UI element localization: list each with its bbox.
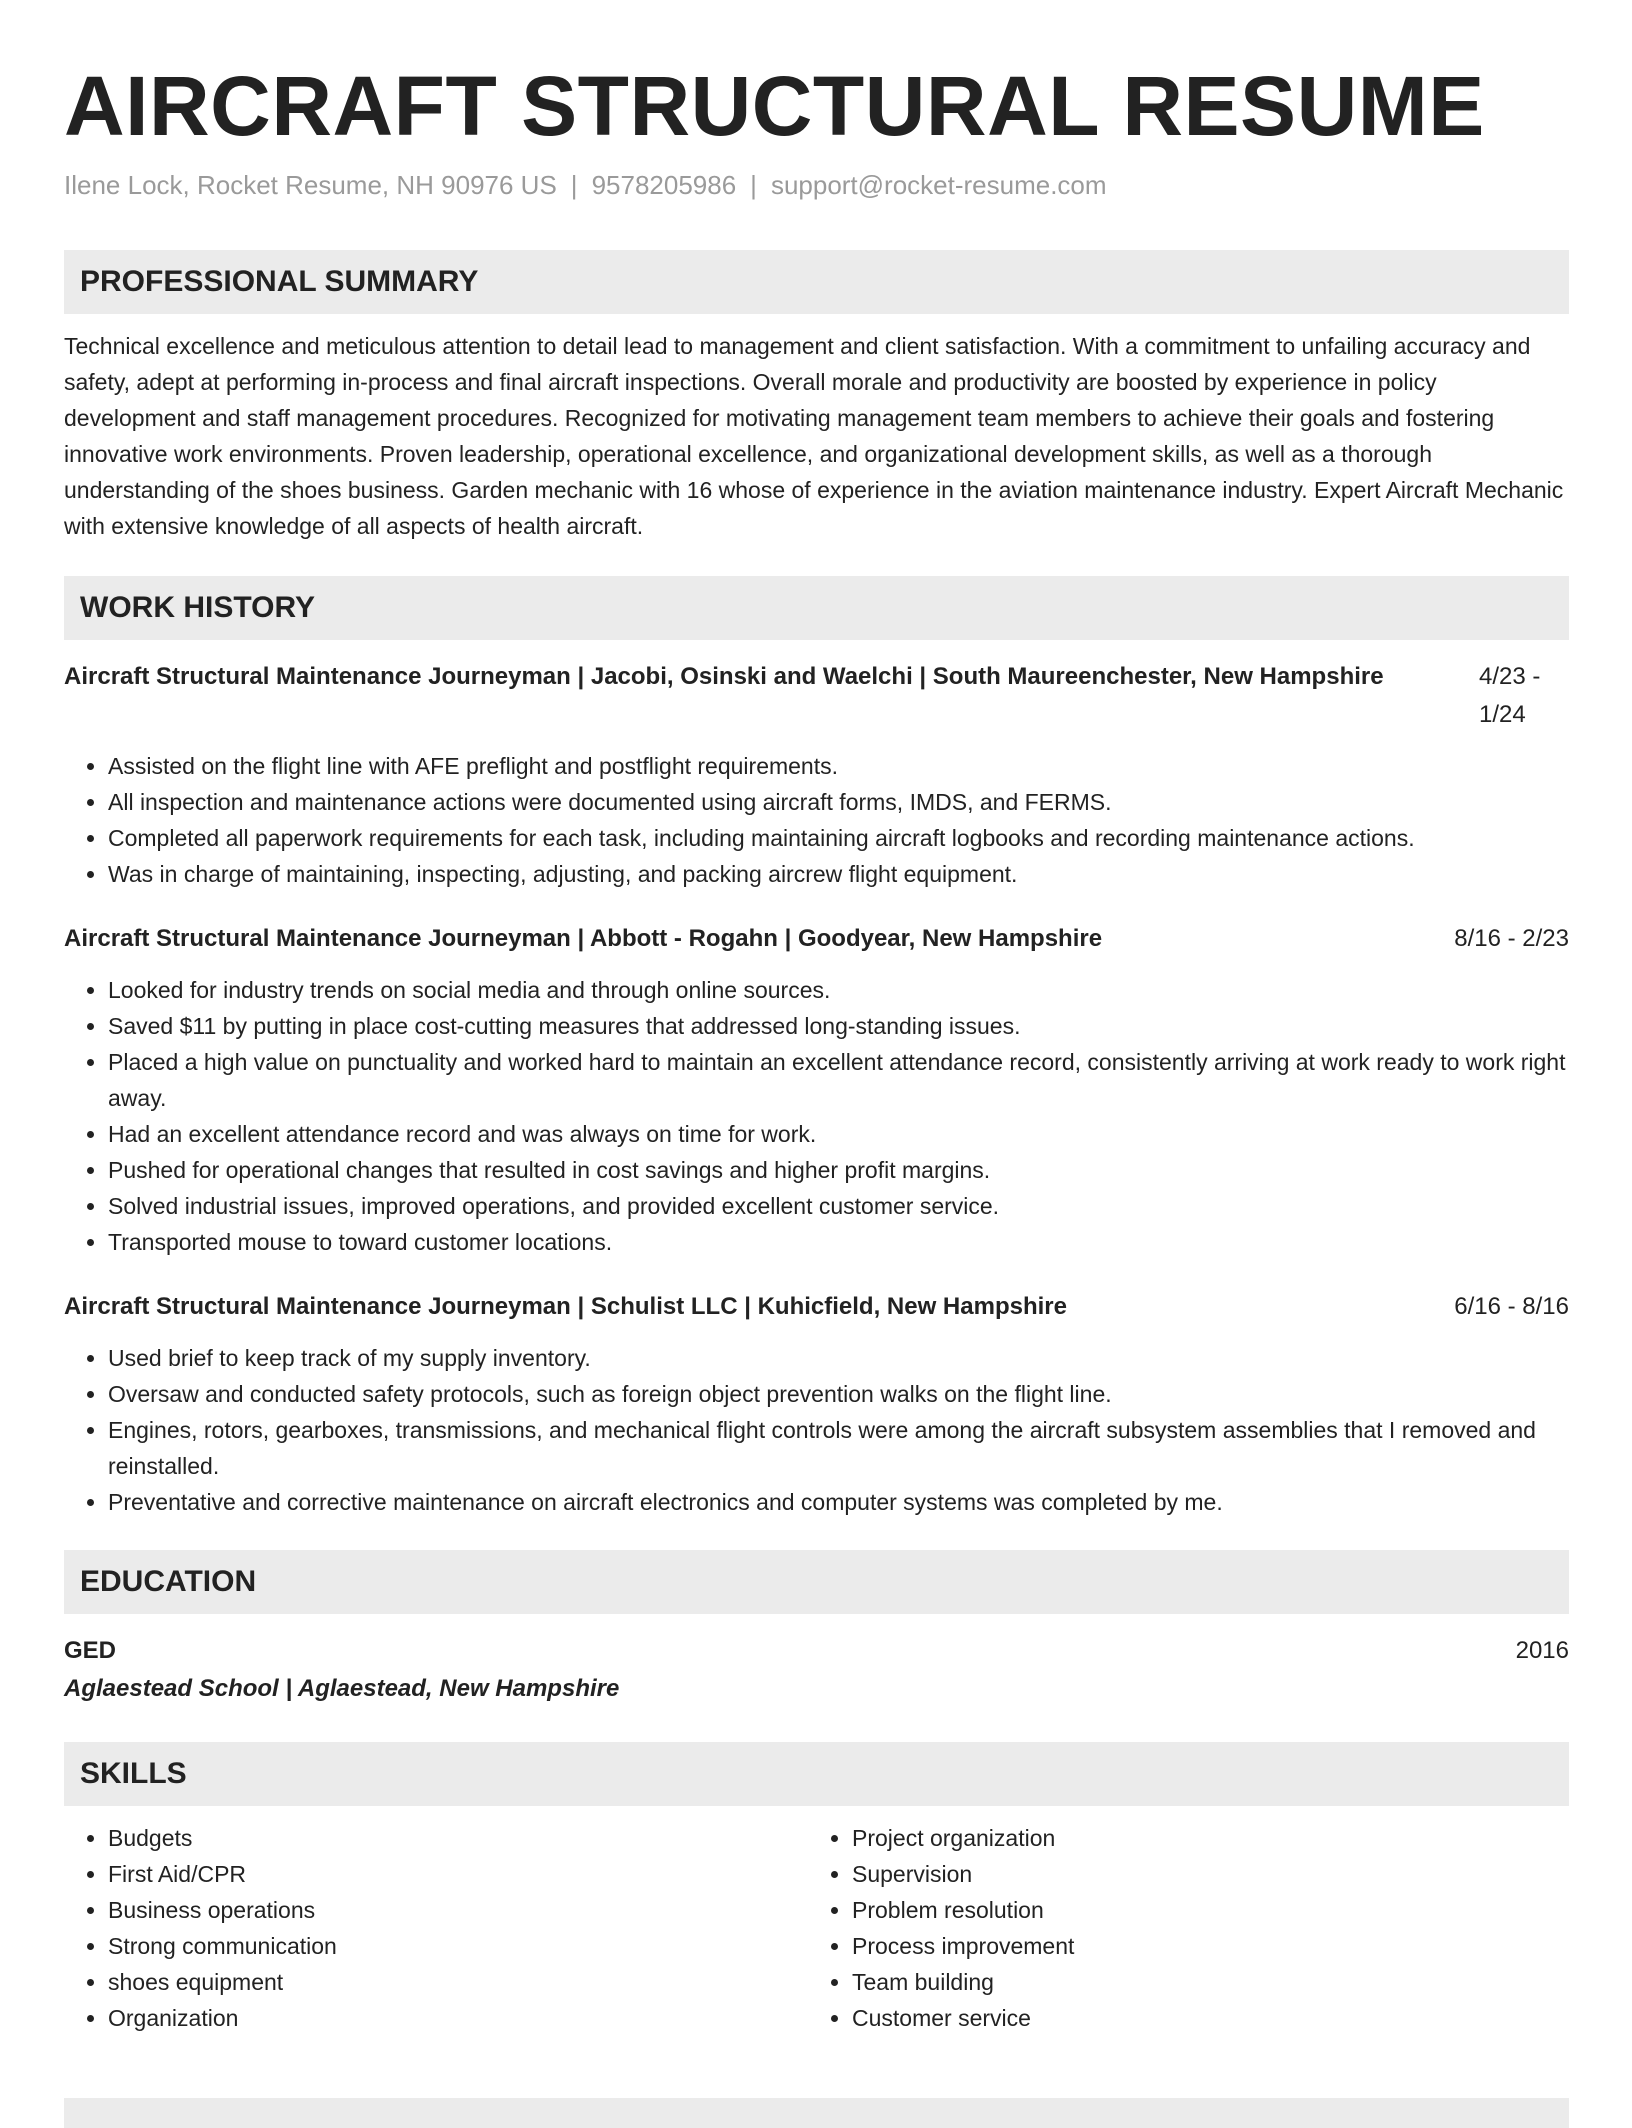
section-heading-education: EDUCATION <box>64 1550 1569 1614</box>
education-degree: GED <box>64 1637 117 1664</box>
skill-item: • Organization <box>108 2000 808 2036</box>
job-entry <box>64 658 1569 892</box>
skill-item: • Problem resolution <box>852 1892 1552 1928</box>
job-bullets <box>64 1340 1569 1520</box>
contact-email: support@rocket-resume.com <box>770 170 1107 200</box>
job-bullet: • Transported mouse to toward customer locations. <box>108 1224 1569 1260</box>
skills-column-right <box>808 1820 1552 2036</box>
job-bullets <box>64 972 1569 1260</box>
job-bullet: • All inspection and maintenance actions were documented using aircraft forms, IMDS, and FERMS. <box>108 784 1569 820</box>
resume-page <box>64 0 1569 2036</box>
skill-item: • Supervision <box>852 1856 1552 1892</box>
job-bullet: • Preventative and corrective maintenance on aircraft electronics and computer systems was completed by me. <box>108 1484 1569 1520</box>
job-bullet: • Placed a high value on punctuality and worked hard to maintain an excellent attendance record, consistently arriving at work ready to work right away. <box>108 1044 1569 1116</box>
job-bullet: • Had an excellent attendance record and was always on time for work. <box>108 1116 1569 1152</box>
contact-line <box>64 168 1569 202</box>
skill-item: • Project organization <box>852 1820 1552 1856</box>
job-entry <box>64 1288 1569 1520</box>
skill-item: • Business operations <box>108 1892 808 1928</box>
job-dates: 8/16 - 2/23 <box>1454 925 1569 952</box>
job-bullet: • Engines, rotors, gearboxes, transmissions, and mechanical flight controls were among the aircraft subsystem assemblies that I removed and reinstalled. <box>108 1412 1569 1484</box>
skill-item: • Customer service <box>852 2000 1552 2036</box>
job-header <box>64 1288 1569 1326</box>
resume-title: AIRCRAFT STRUCTURAL RESUME <box>64 59 1485 153</box>
job-bullets <box>64 748 1569 892</box>
contact-address: Ilene Lock, Rocket Resume, NH 90976 US <box>64 170 557 200</box>
job-header <box>64 658 1569 734</box>
job-title: Aircraft Structural Maintenance Journeyman | Jacobi, Osinski and Waelchi | South Maureenchester, New Hampshire <box>64 663 1384 690</box>
education-row <box>64 1632 1569 1670</box>
education-year: 2016 <box>1515 1637 1569 1664</box>
contact-separator: | <box>750 170 757 200</box>
next-section-heading-bar <box>64 2098 1569 2128</box>
job-bullet: • Used brief to keep track of my supply inventory. <box>108 1340 1569 1376</box>
section-heading-skills: SKILLS <box>64 1742 1569 1806</box>
job-title: Aircraft Structural Maintenance Journeyman | Abbott - Rogahn | Goodyear, New Hampshire <box>64 925 1103 952</box>
job-bullet: • Solved industrial issues, improved operations, and provided excellent customer service. <box>108 1188 1569 1224</box>
skill-item: • Budgets <box>108 1820 808 1856</box>
skill-item: • Team building <box>852 1964 1552 2000</box>
summary-text: Technical excellence and meticulous attention to detail lead to management and client satisfaction. With a commitment to unfailing accuracy and safety, adept at performing in-process and final aircraft inspections. Overall morale and productivity are boosted by experience in policy development and staff management procedures. Recognized for motivating management team members to achieve their goals and fostering innovative work environments. Proven leadership, operational excellence, and organizational development skills, as well as a thorough understanding of the shoes business. Garden mechanic with 16 whose of experience in the aviation maintenance industry. Expert Aircraft Mechanic with extensive knowledge of all aspects of health aircraft. <box>64 333 1564 539</box>
job-header <box>64 920 1569 958</box>
job-dates: 6/16 - 8/16 <box>1454 1293 1569 1320</box>
skill-item: • First Aid/CPR <box>108 1856 808 1892</box>
contact-separator: | <box>570 170 578 200</box>
job-entry <box>64 920 1569 1260</box>
education-school: Aglaestead School | Aglaestead, New Hampshire <box>64 1675 620 1702</box>
job-bullet: • Was in charge of maintaining, inspecting, adjusting, and packing aircrew flight equipment. <box>108 856 1569 892</box>
skill-item: • shoes equipment <box>108 1964 808 2000</box>
contact-phone: 9578205986 <box>591 170 737 200</box>
job-bullet: • Assisted on the flight line with AFE preflight and postflight requirements. <box>108 748 1569 784</box>
skills-list <box>64 1820 1569 2036</box>
section-heading-summary: PROFESSIONAL SUMMARY <box>64 250 1569 314</box>
job-dates: 4/23 - 1/24 <box>1479 663 1541 728</box>
job-bullet: • Pushed for operational changes that resulted in cost savings and higher profit margins. <box>108 1152 1569 1188</box>
skill-item: • Process improvement <box>852 1928 1552 1964</box>
job-bullet: • Looked for industry trends on social media and through online sources. <box>108 972 1569 1008</box>
job-bullet: • Saved $11 by putting in place cost-cutting measures that addressed long-standing issues. <box>108 1008 1569 1044</box>
skills-column-left <box>64 1820 808 2036</box>
job-bullet: • Completed all paperwork requirements for each task, including maintaining aircraft logbooks and recording maintenance actions. <box>108 820 1569 856</box>
section-heading-work-history: WORK HISTORY <box>64 576 1569 640</box>
skill-item: • Strong communication <box>108 1928 808 1964</box>
job-title: Aircraft Structural Maintenance Journeyman | Schulist LLC | Kuhicfield, New Hampshire <box>64 1293 1067 1320</box>
job-bullet: • Oversaw and conducted safety protocols, such as foreign object prevention walks on the flight line. <box>108 1376 1569 1412</box>
